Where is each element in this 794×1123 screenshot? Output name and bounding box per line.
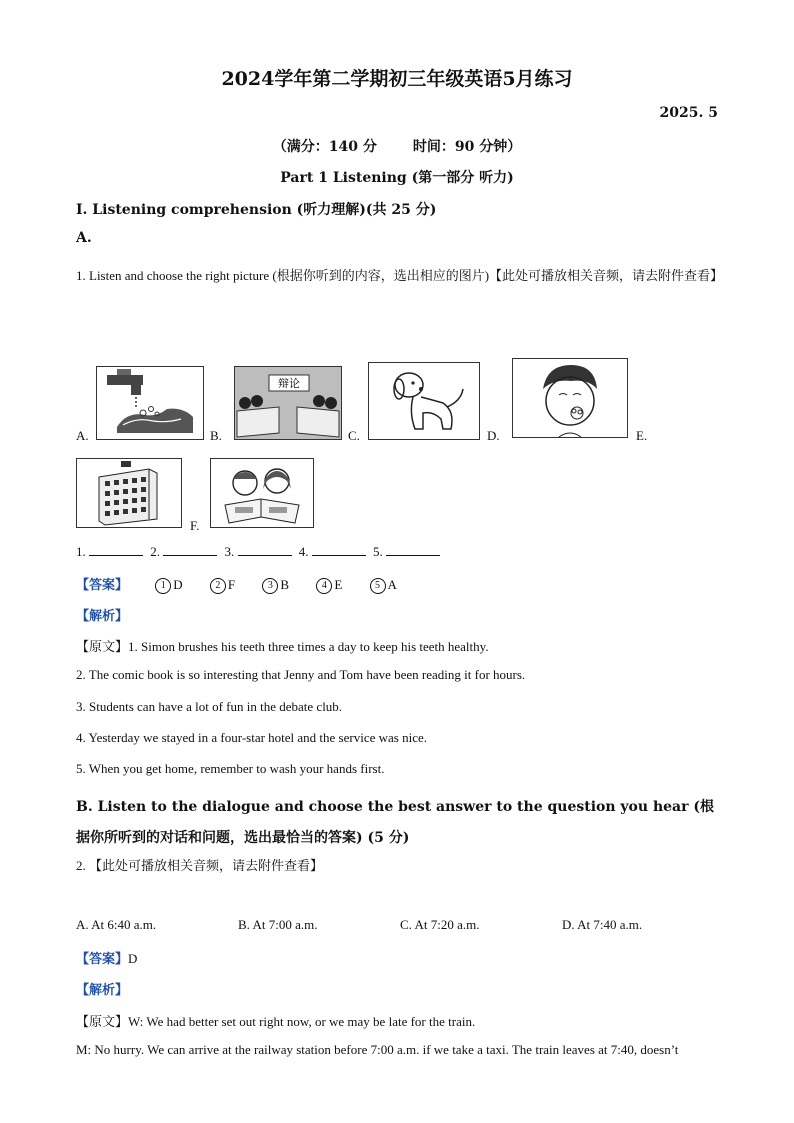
answer-value: D [173, 577, 183, 592]
script-line [76, 1011, 475, 1030]
picture-letter-b: B. [210, 428, 222, 443]
full-score: （满分：140 分 [272, 139, 377, 155]
blank-3[interactable] [238, 555, 292, 556]
answer-item [262, 577, 289, 594]
exam-date: 2025. 5 [659, 105, 718, 121]
section-b-heading: B. Listen to the dialogue and choose the best answer to the question you hear (根据你所听到的对话和问题，选出最恰当的答案) (5 分) [76, 799, 714, 846]
blank-label-2: 2. [150, 544, 160, 559]
blank-1[interactable] [89, 555, 143, 556]
script-label: 【原文】 [76, 1014, 129, 1029]
kids-reading-icon [210, 458, 314, 528]
blank-label-3: 3. [224, 544, 235, 559]
blank-label-1: 1. [76, 544, 86, 559]
analysis-label: 【解析】 [76, 982, 129, 997]
section-heading: I. Listening comprehension (听力理解)(共 25 分) [76, 202, 437, 218]
question-2-text: 2. 【此处可播放相关音频，请去附件查看】 [76, 858, 324, 873]
picture-letter-c: C. [348, 428, 360, 443]
script-line: 4. Yesterday we stayed in a four-star hotel and the service was nice. [76, 730, 427, 745]
answer-blanks [76, 544, 444, 560]
answer-item [316, 577, 342, 594]
answer-number: 2 [210, 578, 226, 594]
debate-icon [234, 366, 342, 440]
script-text: 1. Simon brushes his teeth three times a day to keep his teeth healthy. [128, 639, 489, 654]
answer-label: 【答案】 [76, 577, 129, 592]
script-line: 5. When you get home, remember to wash your hands first. [76, 761, 385, 776]
hand-washing-icon [96, 366, 204, 440]
page-title: 2024学年第二学期初三年级英语5月练习 [221, 68, 573, 90]
script-line: M: No hurry. We can arrive at the railway station before 7:00 a.m. if we take a taxi. The train leaves at 7:40, doesn’t [76, 1042, 679, 1057]
part-heading: Part 1 Listening (第一部分 听力) [280, 170, 514, 186]
option-d: D. At 7:40 a.m. [562, 917, 643, 932]
answer-line-b [76, 948, 137, 967]
hotel-icon [76, 458, 182, 528]
picture-letter-e: E. [636, 428, 648, 443]
time-limit: 时间：90 分钟） [412, 139, 522, 155]
answer-number: 5 [370, 578, 386, 594]
answer-item [210, 577, 235, 594]
option-c: C. At 7:20 a.m. [400, 917, 480, 932]
analysis-label: 【解析】 [76, 608, 129, 623]
picture-letter-d: D. [487, 428, 500, 443]
sub-section-a: A. [76, 230, 92, 246]
script-text: W: We had better set out right now, or we may be late for the train. [128, 1014, 476, 1029]
answer-label: 【答案】 [76, 951, 129, 966]
boy-toothbrush-icon [512, 358, 628, 438]
debate-sign: 辩论 [278, 377, 300, 390]
option-b: B. At 7:00 a.m. [238, 917, 318, 932]
score-time-line [0, 136, 794, 156]
option-a: A. At 6:40 a.m. [76, 917, 157, 932]
script-line [76, 636, 489, 655]
answer-value: B [280, 577, 290, 592]
answer-item [370, 577, 397, 594]
answer-line [76, 574, 397, 594]
picture-letter-f: F. [190, 518, 200, 533]
answer-number: 3 [262, 578, 278, 594]
answer-item [155, 577, 182, 594]
question-1-text: 1. Listen and choose the right picture (根据你听到的内容，选出相应的图片)【此处可播放相关音频，请去附件查看】 [76, 268, 724, 283]
blank-label-4: 4. [298, 544, 309, 559]
answer-value: E [334, 577, 343, 592]
blank-5[interactable] [386, 555, 440, 556]
blank-2[interactable] [163, 555, 217, 556]
blank-label-5: 5. [373, 544, 383, 559]
script-line: 3. Students can have a lot of fun in the debate club. [76, 699, 343, 714]
dog-icon [368, 362, 480, 440]
answer-value: A [387, 577, 397, 592]
answer-value: F [227, 577, 236, 592]
blank-4[interactable] [312, 555, 366, 556]
script-line: 2. The comic book is so interesting that Jenny and Tom have been reading it for hours. [76, 667, 526, 682]
script-label: 【原文】 [76, 639, 129, 654]
picture-letter-a: A. [76, 428, 89, 443]
answer-number: 1 [155, 578, 171, 594]
answer-value: D [128, 951, 138, 966]
answer-number: 4 [316, 578, 332, 594]
